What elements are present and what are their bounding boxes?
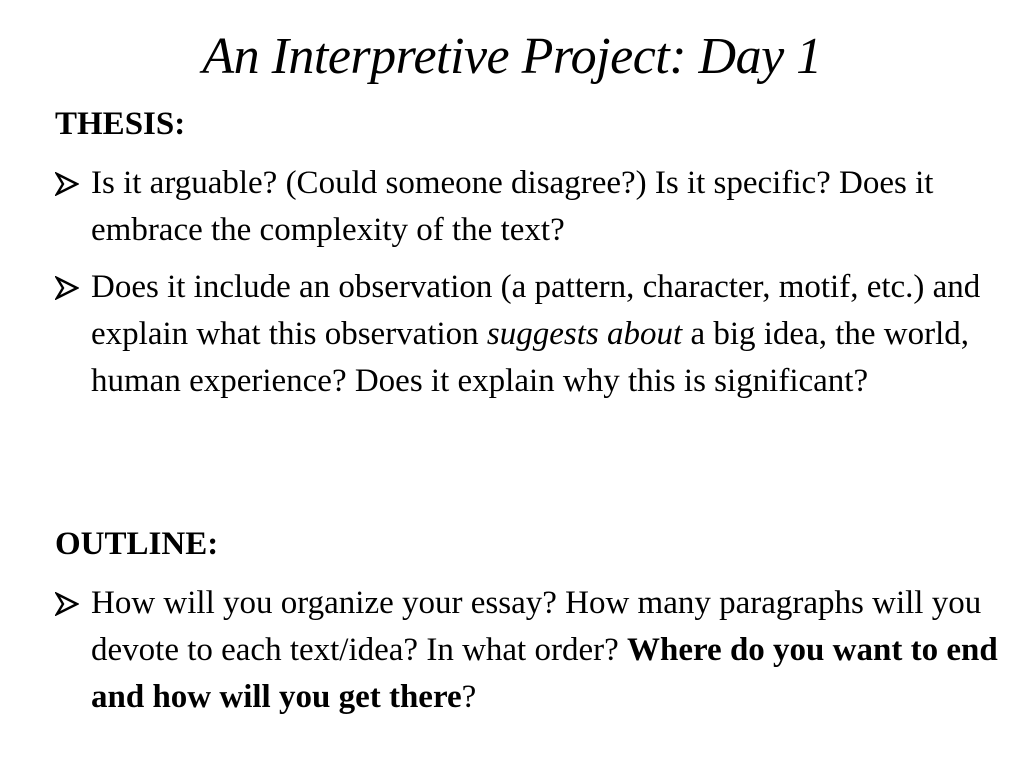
outline-bullet-1-text	[91, 580, 1005, 721]
thesis-bullet-2-text-part1: Does it include an observation (a pattern, character, motif, etc.) and explain what this observation	[91, 269, 981, 352]
outline-bullet-1-text-part1: How will you organize your essay? How many paragraphs will you devote to each text/idea? In what order?	[91, 585, 982, 668]
thesis-bullet-2-text	[91, 264, 1005, 405]
thesis-bullet-1	[55, 160, 1005, 254]
thesis-bullet-1-text: Is it arguable? (Could someone disagree?) Is it specific? Does it embrace the complexity of the text?	[91, 165, 934, 248]
arrow-bullet-icon	[55, 264, 91, 311]
thesis-bullet-2-text-part2: a big idea, the world, human experience? Does it explain why this is significant?	[91, 316, 970, 399]
outline-bullet-1-emphasis: Where do you want to end and how will you get there	[91, 632, 998, 715]
outline-bullet-1-text-part2: ?	[461, 679, 477, 715]
arrow-bullet-icon	[55, 160, 91, 207]
outline-heading: OUTLINE:	[55, 526, 219, 562]
thesis-bullet-2-emphasis: suggests about	[486, 316, 683, 352]
slide-title: An Interpretive Project: Day 1	[202, 28, 822, 85]
thesis-heading: THESIS:	[55, 106, 186, 142]
thesis-bullet-2	[55, 264, 1005, 405]
arrow-bullet-icon	[55, 580, 91, 627]
outline-bullet-1	[55, 580, 1005, 721]
